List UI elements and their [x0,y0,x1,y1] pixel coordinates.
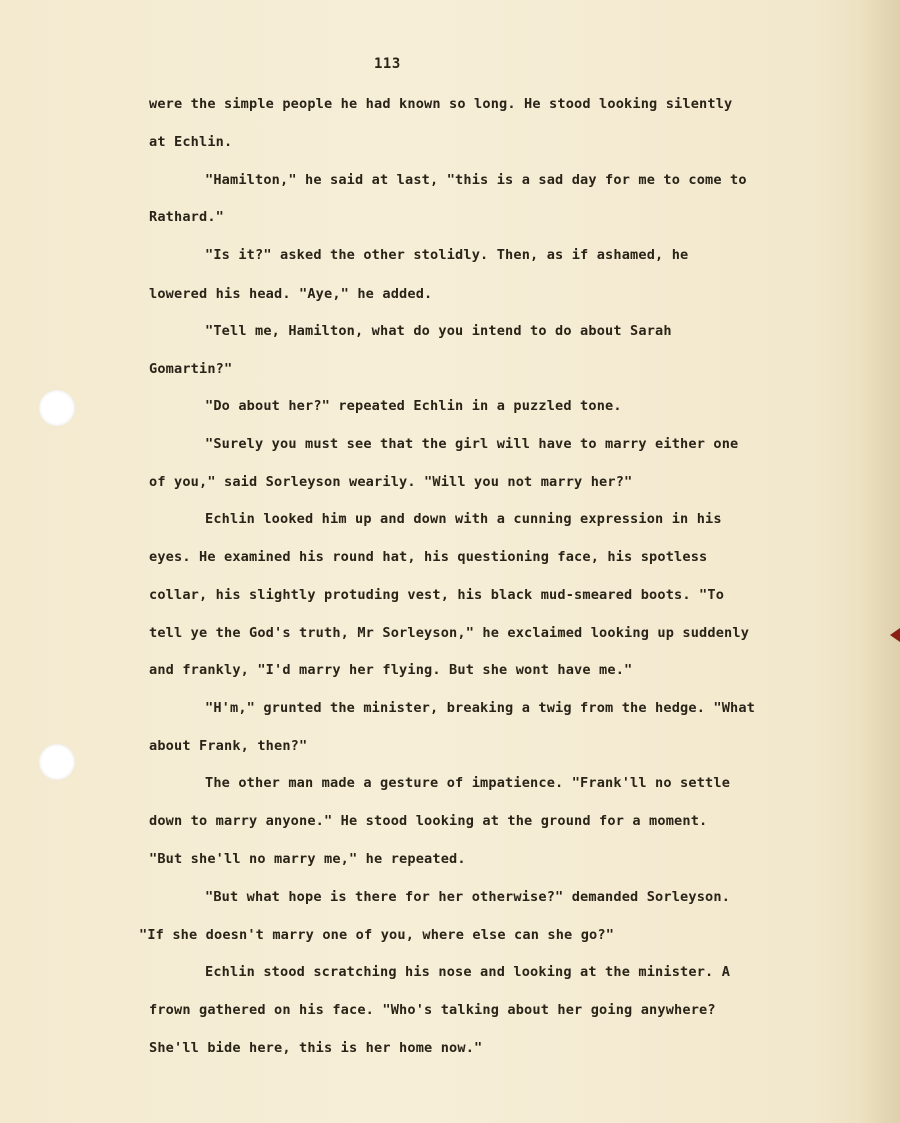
text-line: "If she doesn't marry one of you, where else can she go?" [139,927,615,943]
text-line: collar, his slightly protuding vest, his black mud-smeared boots. "To [149,587,725,603]
text-line: were the simple people he had known so long. He stood looking silently [149,96,733,112]
text-line: about Frank, then?" [149,738,308,754]
page-number: 113 [374,56,401,72]
text-line: "Is it?" asked the other stolidly. Then, as if ashamed, he [205,247,689,263]
text-line: down to marry anyone." He stood looking at the ground for a moment. [149,813,708,829]
text-line: The other man made a gesture of impatience. "Frank'll no settle [205,775,731,791]
text-line: "H'm," grunted the minister, breaking a twig from the hedge. "What [205,700,756,716]
text-line: and frankly, "I'd marry her flying. But she wont have me." [149,662,633,678]
text-line: "Surely you must see that the girl will have to marry either one [205,436,739,452]
text-line: of you," said Sorleyson wearily. "Will you not marry her?" [149,474,633,490]
text-line: at Echlin. [149,134,233,150]
text-line: Rathard." [149,209,225,225]
text-line: "But she'll no marry me," he repeated. [149,851,466,867]
text-line: "But what hope is there for her otherwise?" demanded Sorleyson. [205,889,731,905]
text-line: tell ye the God's truth, Mr Sorleyson," he exclaimed looking up suddenly [149,625,750,641]
text-line: "Hamilton," he said at last, "this is a sad day for me to come to [205,172,747,188]
text-line: Echlin looked him up and down with a cunning expression in his [205,511,722,527]
text-line: eyes. He examined his round hat, his questioning face, his spotless [149,549,708,565]
text-line: She'll bide here, this is her home now." [149,1040,483,1056]
text-line: Gomartin?" [149,361,233,377]
text-line: frown gathered on his face. "Who's talking about her going anywhere? [149,1002,716,1018]
text-line: lowered his head. "Aye," he added. [149,286,433,302]
text-line: "Tell me, Hamilton, what do you intend to do about Sarah [205,323,672,339]
text-line: Echlin stood scratching his nose and looking at the minister. A [205,964,731,980]
text-line: "Do about her?" repeated Echlin in a puzzled tone. [205,398,622,414]
